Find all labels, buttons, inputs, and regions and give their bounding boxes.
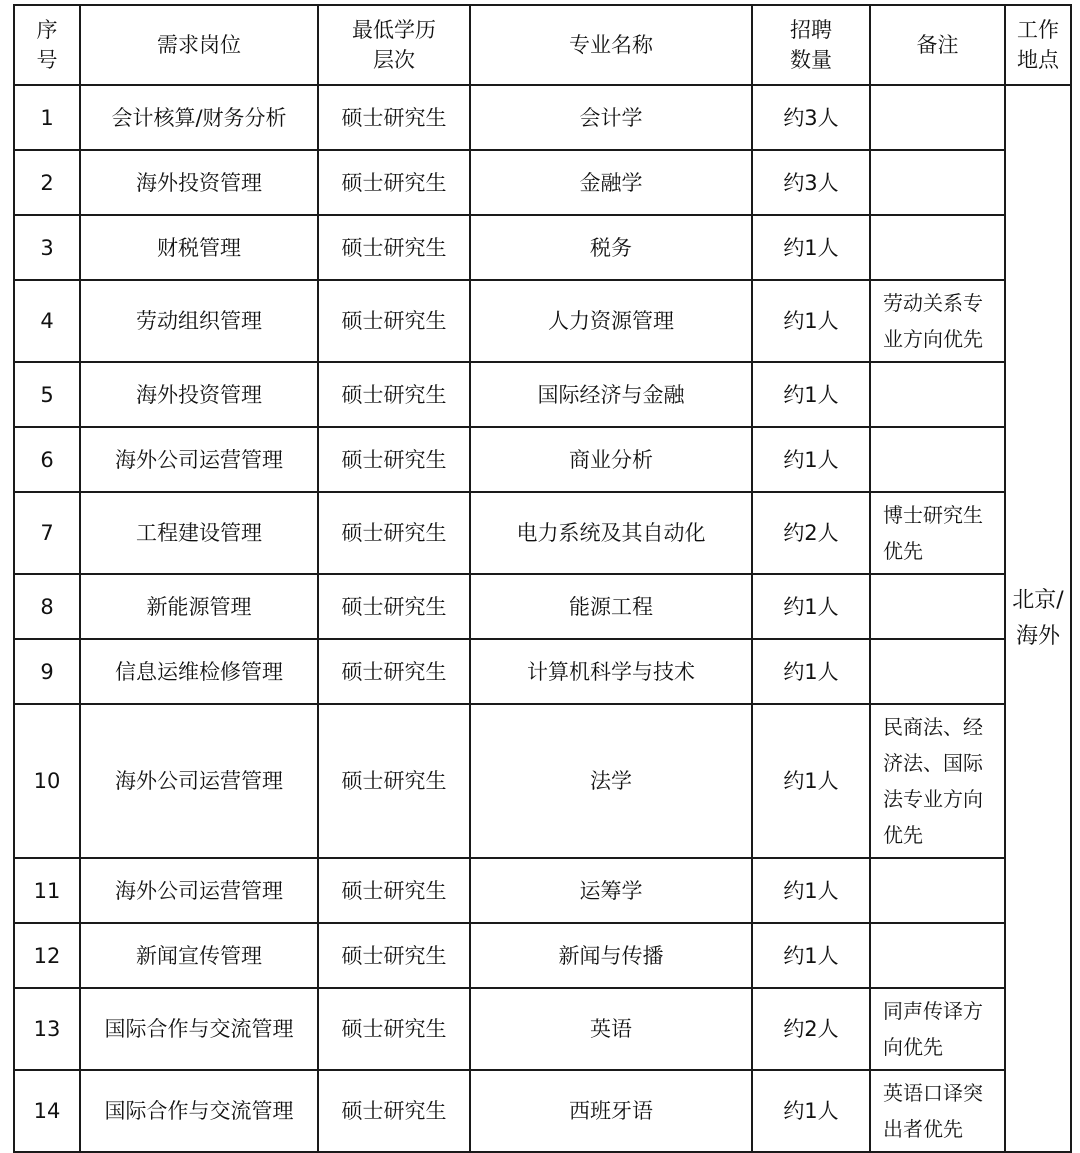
table-row <box>14 85 1071 150</box>
degree-cell: 硕士研究生 <box>318 639 470 704</box>
position-cell: 海外公司运营管理 <box>80 427 318 492</box>
seq-cell: 1 <box>14 85 80 150</box>
header-degree: 最低学历 层次 <box>318 5 470 85</box>
header-seq: 序 号 <box>14 5 80 85</box>
note-line: 出者优先 <box>883 1117 963 1141</box>
note-cell <box>870 574 1005 639</box>
note-line: 优先 <box>883 539 923 563</box>
recruitment-table-container <box>13 4 1072 1153</box>
seq-cell: 13 <box>14 988 80 1070</box>
note-line: 英语口译突 <box>883 1081 983 1105</box>
seq-cell: 9 <box>14 639 80 704</box>
count-cell: 约1人 <box>752 639 870 704</box>
position-cell: 海外公司运营管理 <box>80 858 318 923</box>
note-cell <box>870 639 1005 704</box>
table-row <box>14 362 1071 427</box>
note-cell <box>870 427 1005 492</box>
degree-cell: 硕士研究生 <box>318 988 470 1070</box>
header-note: 备注 <box>870 5 1005 85</box>
note-line: 优先 <box>883 823 923 847</box>
count-cell: 约1人 <box>752 280 870 362</box>
note-line: 劳动关系专 <box>883 291 983 315</box>
count-cell: 约2人 <box>752 492 870 574</box>
table-row <box>14 704 1071 858</box>
note-line: 向优先 <box>883 1035 943 1059</box>
position-cell: 海外公司运营管理 <box>80 704 318 858</box>
degree-cell: 硕士研究生 <box>318 923 470 988</box>
note-line: 法专业方向 <box>883 787 983 811</box>
table-row <box>14 923 1071 988</box>
degree-cell: 硕士研究生 <box>318 150 470 215</box>
position-cell: 劳动组织管理 <box>80 280 318 362</box>
seq-cell: 2 <box>14 150 80 215</box>
position-cell: 海外投资管理 <box>80 362 318 427</box>
degree-cell: 硕士研究生 <box>318 492 470 574</box>
seq-cell: 8 <box>14 574 80 639</box>
seq-cell: 10 <box>14 704 80 858</box>
count-cell: 约1人 <box>752 574 870 639</box>
header-row <box>14 5 1071 85</box>
table-row <box>14 1070 1071 1152</box>
note-cell <box>870 280 1005 362</box>
major-cell: 计算机科学与技术 <box>470 639 752 704</box>
position-cell: 会计核算/财务分析 <box>80 85 318 150</box>
table-row <box>14 858 1071 923</box>
note-cell <box>870 492 1005 574</box>
degree-cell: 硕士研究生 <box>318 858 470 923</box>
table-row <box>14 639 1071 704</box>
count-cell: 约1人 <box>752 362 870 427</box>
seq-cell: 6 <box>14 427 80 492</box>
position-cell: 国际合作与交流管理 <box>80 988 318 1070</box>
count-cell: 约2人 <box>752 988 870 1070</box>
position-cell: 财税管理 <box>80 215 318 280</box>
note-cell <box>870 150 1005 215</box>
degree-cell: 硕士研究生 <box>318 85 470 150</box>
count-cell: 约1人 <box>752 704 870 858</box>
seq-cell: 3 <box>14 215 80 280</box>
degree-cell: 硕士研究生 <box>318 574 470 639</box>
table-row <box>14 280 1071 362</box>
major-cell: 运筹学 <box>470 858 752 923</box>
table-row <box>14 988 1071 1070</box>
note-line: 民商法、经 <box>883 715 983 739</box>
degree-cell: 硕士研究生 <box>318 280 470 362</box>
note-cell <box>870 362 1005 427</box>
count-cell: 约1人 <box>752 923 870 988</box>
seq-cell: 7 <box>14 492 80 574</box>
note-line: 博士研究生 <box>883 503 983 527</box>
table-row <box>14 215 1071 280</box>
table-row <box>14 150 1071 215</box>
major-cell: 金融学 <box>470 150 752 215</box>
seq-cell: 12 <box>14 923 80 988</box>
table-body <box>14 85 1071 1152</box>
major-cell: 西班牙语 <box>470 1070 752 1152</box>
major-cell: 税务 <box>470 215 752 280</box>
position-cell: 信息运维检修管理 <box>80 639 318 704</box>
note-cell <box>870 988 1005 1070</box>
header-major: 专业名称 <box>470 5 752 85</box>
note-cell <box>870 704 1005 858</box>
major-cell: 英语 <box>470 988 752 1070</box>
location-line: 海外 <box>1015 623 1060 649</box>
major-cell: 电力系统及其自动化 <box>470 492 752 574</box>
position-cell: 新闻宣传管理 <box>80 923 318 988</box>
major-cell: 商业分析 <box>470 427 752 492</box>
degree-cell: 硕士研究生 <box>318 1070 470 1152</box>
note-line: 济法、国际 <box>883 751 983 775</box>
table-row <box>14 427 1071 492</box>
position-cell: 工程建设管理 <box>80 492 318 574</box>
major-cell: 能源工程 <box>470 574 752 639</box>
seq-cell: 11 <box>14 858 80 923</box>
major-cell: 会计学 <box>470 85 752 150</box>
recruitment-table <box>13 4 1072 1153</box>
note-cell <box>870 215 1005 280</box>
count-cell: 约1人 <box>752 858 870 923</box>
degree-cell: 硕士研究生 <box>318 704 470 858</box>
position-cell: 国际合作与交流管理 <box>80 1070 318 1152</box>
location-cell <box>1005 85 1071 1152</box>
table-row <box>14 574 1071 639</box>
major-cell: 法学 <box>470 704 752 858</box>
note-cell <box>870 1070 1005 1152</box>
major-cell: 人力资源管理 <box>470 280 752 362</box>
count-cell: 约1人 <box>752 1070 870 1152</box>
count-cell: 约3人 <box>752 150 870 215</box>
note-line: 同声传译方 <box>883 999 983 1023</box>
header-position: 需求岗位 <box>80 5 318 85</box>
location-line: 北京/ <box>1012 587 1064 613</box>
degree-cell: 硕士研究生 <box>318 215 470 280</box>
note-cell <box>870 923 1005 988</box>
count-cell: 约1人 <box>752 215 870 280</box>
note-cell <box>870 858 1005 923</box>
header-count: 招聘 数量 <box>752 5 870 85</box>
note-line: 业方向优先 <box>883 327 983 351</box>
header-location: 工作 地点 <box>1005 5 1071 85</box>
position-cell: 新能源管理 <box>80 574 318 639</box>
degree-cell: 硕士研究生 <box>318 362 470 427</box>
degree-cell: 硕士研究生 <box>318 427 470 492</box>
count-cell: 约3人 <box>752 85 870 150</box>
position-cell: 海外投资管理 <box>80 150 318 215</box>
seq-cell: 4 <box>14 280 80 362</box>
seq-cell: 5 <box>14 362 80 427</box>
count-cell: 约1人 <box>752 427 870 492</box>
table-row <box>14 492 1071 574</box>
note-cell <box>870 85 1005 150</box>
seq-cell: 14 <box>14 1070 80 1152</box>
major-cell: 新闻与传播 <box>470 923 752 988</box>
major-cell: 国际经济与金融 <box>470 362 752 427</box>
